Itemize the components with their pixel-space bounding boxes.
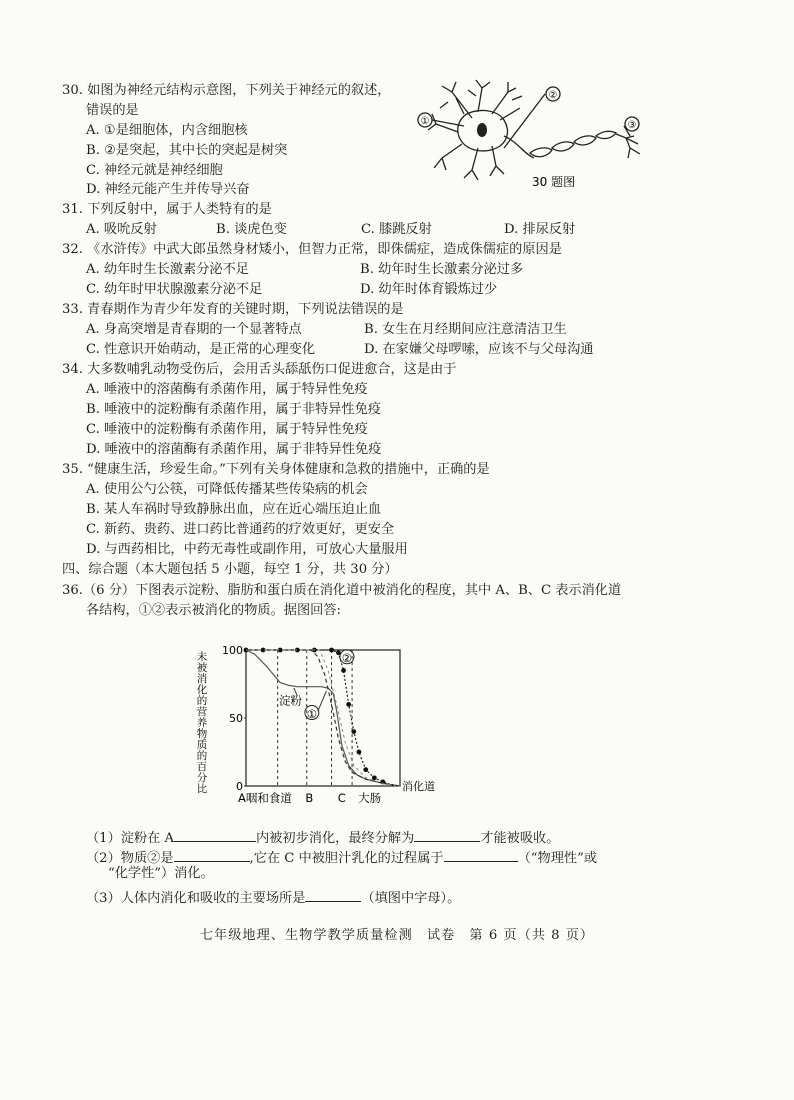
series-line-2 bbox=[246, 650, 400, 786]
y-axis-label-char: 化 bbox=[196, 684, 208, 696]
q33-option-b: B. 女生在月经期间应注意清洁卫生 bbox=[364, 322, 567, 337]
q34-option-a: A. 唾液中的溶菌酶有杀菌作用，属于特异性免疫 bbox=[86, 382, 368, 397]
q36-sub1-text-b: 内被初步消化，最终分解为 bbox=[256, 831, 415, 846]
x-section-label: B bbox=[305, 791, 314, 805]
q35-option-d: D. 与西药相比，中药无毒性或副作用，可放心大量服用 bbox=[86, 542, 408, 557]
q36-sub3 bbox=[86, 888, 460, 907]
q34-option-d: D. 唾液中的溶菌酶有杀菌作用，属于非特异性免疫 bbox=[86, 442, 382, 457]
q35-option-b: B. 某人车祸时导致静脉出血，应在近心端压迫止血 bbox=[86, 502, 382, 517]
q36-sub2-text-c: （“物理性”或 bbox=[517, 851, 598, 866]
q30-option-b: B. ②是突起，其中长的突起是树突 bbox=[86, 143, 288, 158]
neuron-label-3: ③ bbox=[627, 120, 637, 131]
q30-option-d: D. 神经元能产生并传导兴奋 bbox=[86, 182, 250, 197]
neuron-figure bbox=[412, 78, 650, 192]
figure-caption: 30 题图 bbox=[532, 175, 576, 189]
q36-sub2-text-b: ,它在 C 中被胆汁乳化的过程属于 bbox=[249, 851, 444, 866]
data-point bbox=[346, 702, 351, 707]
series-label: ① bbox=[306, 707, 318, 721]
q33-option-d: D. 在家嫌父母啰嗦，应该不与父母沟通 bbox=[364, 342, 594, 357]
y-tick-label: 100 bbox=[222, 644, 243, 657]
q34-option-c: C. 唾液中的淀粉酶有杀菌作用，属于特异性免疫 bbox=[86, 422, 368, 437]
q31-stem: 31. 下列反射中，属于人类特有的是 bbox=[62, 202, 272, 217]
q36-sub2 bbox=[86, 848, 597, 867]
data-point bbox=[329, 648, 334, 653]
q31-option-a: A. 吸吮反射 bbox=[86, 222, 157, 237]
q36-sub1 bbox=[86, 828, 559, 847]
series-label: 淀粉 bbox=[278, 693, 302, 708]
q36-sub1-text-c: 才能被吸收。 bbox=[480, 831, 560, 846]
q35-option-c: C. 新药、贵药、进口药比普通药的疗效更好，更安全 bbox=[86, 522, 395, 537]
q36-sub2-text-a: （2）物质②是 bbox=[86, 851, 174, 866]
q31-option-b: B. 谈虎色变 bbox=[216, 222, 287, 237]
y-axis-label-char: 分 bbox=[196, 772, 208, 784]
q36-sub1-text-a: （1）淀粉在 A bbox=[86, 831, 175, 846]
q34-stem: 34. 大多数哺乳动物受伤后，会用舌头舔舐伤口促进愈合，这是由于 bbox=[62, 362, 457, 377]
q32-stem: 32. 《水浒传》中武大郎虽然身材矮小，但智力正常，即侏儒症，造成侏儒症的原因是 bbox=[62, 242, 562, 257]
q36-sub3-text-b: （填图中字母）。 bbox=[361, 891, 461, 906]
q35-stem: 35. “健康生活，珍爱生命。”下列有关身体健康和急救的措施中，正确的是 bbox=[62, 462, 490, 477]
q35-option-a: A. 使用公勺公筷，可降低传播某些传染病的机会 bbox=[86, 482, 368, 497]
data-point bbox=[351, 729, 356, 734]
q30-stem-cont: 错误的是 bbox=[86, 103, 139, 118]
q30-option-a: A. ①是细胞体，内含细胞核 bbox=[86, 123, 248, 138]
blank-5[interactable] bbox=[305, 888, 361, 902]
series-line-1 bbox=[246, 650, 400, 786]
q32-option-d: D. 幼年时体育锻炼过少 bbox=[360, 282, 498, 297]
q36-stem-cont: 各结构，①②表示被消化的物质。据图回答: bbox=[86, 603, 342, 618]
blank-3[interactable] bbox=[174, 848, 250, 862]
y-axis-label-char: 消 bbox=[196, 673, 208, 685]
plot-frame bbox=[246, 650, 400, 786]
q32-option-a: A. 幼年时生长激素分泌不足 bbox=[86, 262, 249, 277]
data-point bbox=[357, 750, 362, 755]
q36-sub3-text-a: （3）人体内消化和吸收的主要场所是 bbox=[86, 891, 306, 906]
y-axis-label-char: 营 bbox=[196, 706, 208, 718]
blank-4[interactable] bbox=[444, 848, 518, 862]
q36-stem: 36.（6 分）下图表示淀粉、脂肪和蛋白质在消化道中被消化的程度，其中 A、B、C 表示消化道 bbox=[62, 583, 622, 598]
y-axis-label-char: 物 bbox=[196, 728, 208, 740]
y-tick-label: 50 bbox=[229, 712, 243, 725]
digestion-chart bbox=[180, 640, 450, 808]
y-axis-label-char: 未 bbox=[196, 651, 208, 663]
q32-option-c: C. 幼年时甲状腺激素分泌不足 bbox=[86, 282, 263, 297]
y-axis-label-char: 的 bbox=[196, 750, 208, 762]
q30-stem: 30. 如图为神经元结构示意图，下列关于神经元的叙述， bbox=[62, 83, 391, 98]
y-axis-label-char: 的 bbox=[196, 695, 208, 707]
q31-option-d: D. 排尿反射 bbox=[504, 222, 576, 237]
q30-option-c: C. 神经元就是神经细胞 bbox=[86, 163, 223, 178]
y-axis-label-char: 质 bbox=[196, 739, 208, 751]
q31-option-c: C. 膝跳反射 bbox=[361, 222, 432, 237]
q33-stem: 33. 青春期作为青少年发育的关键时期，下列说法错误的是 bbox=[62, 302, 404, 317]
x-section-label: 大肠 bbox=[358, 791, 382, 805]
data-point bbox=[341, 668, 346, 673]
series-label: ② bbox=[341, 651, 353, 666]
series-line-3 bbox=[246, 650, 400, 786]
y-axis-label-char: 养 bbox=[196, 717, 208, 729]
x-axis-label: 消化道 bbox=[402, 780, 435, 793]
x-section-label: A咽和食道 bbox=[238, 791, 292, 805]
blank-1[interactable] bbox=[174, 828, 256, 842]
q33-option-c: C. 性意识开始萌动，是正常的心理变化 bbox=[86, 342, 316, 357]
y-tick-label: 0 bbox=[236, 780, 243, 793]
page-footer: 七年级地理、生物学教学质量检测 试卷 第 6 页（共 8 页） bbox=[199, 928, 595, 943]
y-axis-label-char: 比 bbox=[196, 783, 208, 795]
blank-2[interactable] bbox=[414, 828, 480, 842]
y-axis-label-char: 百 bbox=[196, 761, 208, 773]
neuron-label-1: ① bbox=[420, 116, 430, 127]
x-section-label: C bbox=[337, 791, 346, 805]
data-point bbox=[363, 767, 368, 772]
label-leader bbox=[318, 691, 327, 711]
q36-sub2-cont: “化学性”）消化。 bbox=[108, 866, 214, 881]
neuron-label-2: ② bbox=[548, 90, 558, 101]
q33-option-a: A. 身高突增是青春期的一个显著特点 bbox=[86, 322, 302, 337]
q32-option-b: B. 幼年时生长激素分泌过多 bbox=[360, 262, 524, 277]
y-axis-label bbox=[197, 650, 208, 795]
series-line-4 bbox=[246, 650, 400, 786]
section-heading: 四、综合题（本大题包括 5 小题，每空 1 分，共 30 分） bbox=[62, 562, 398, 577]
q34-option-b: B. 唾液中的淀粉酶有杀菌作用，属于非特异性免疫 bbox=[86, 402, 382, 417]
y-axis-label-char: 被 bbox=[196, 662, 208, 674]
